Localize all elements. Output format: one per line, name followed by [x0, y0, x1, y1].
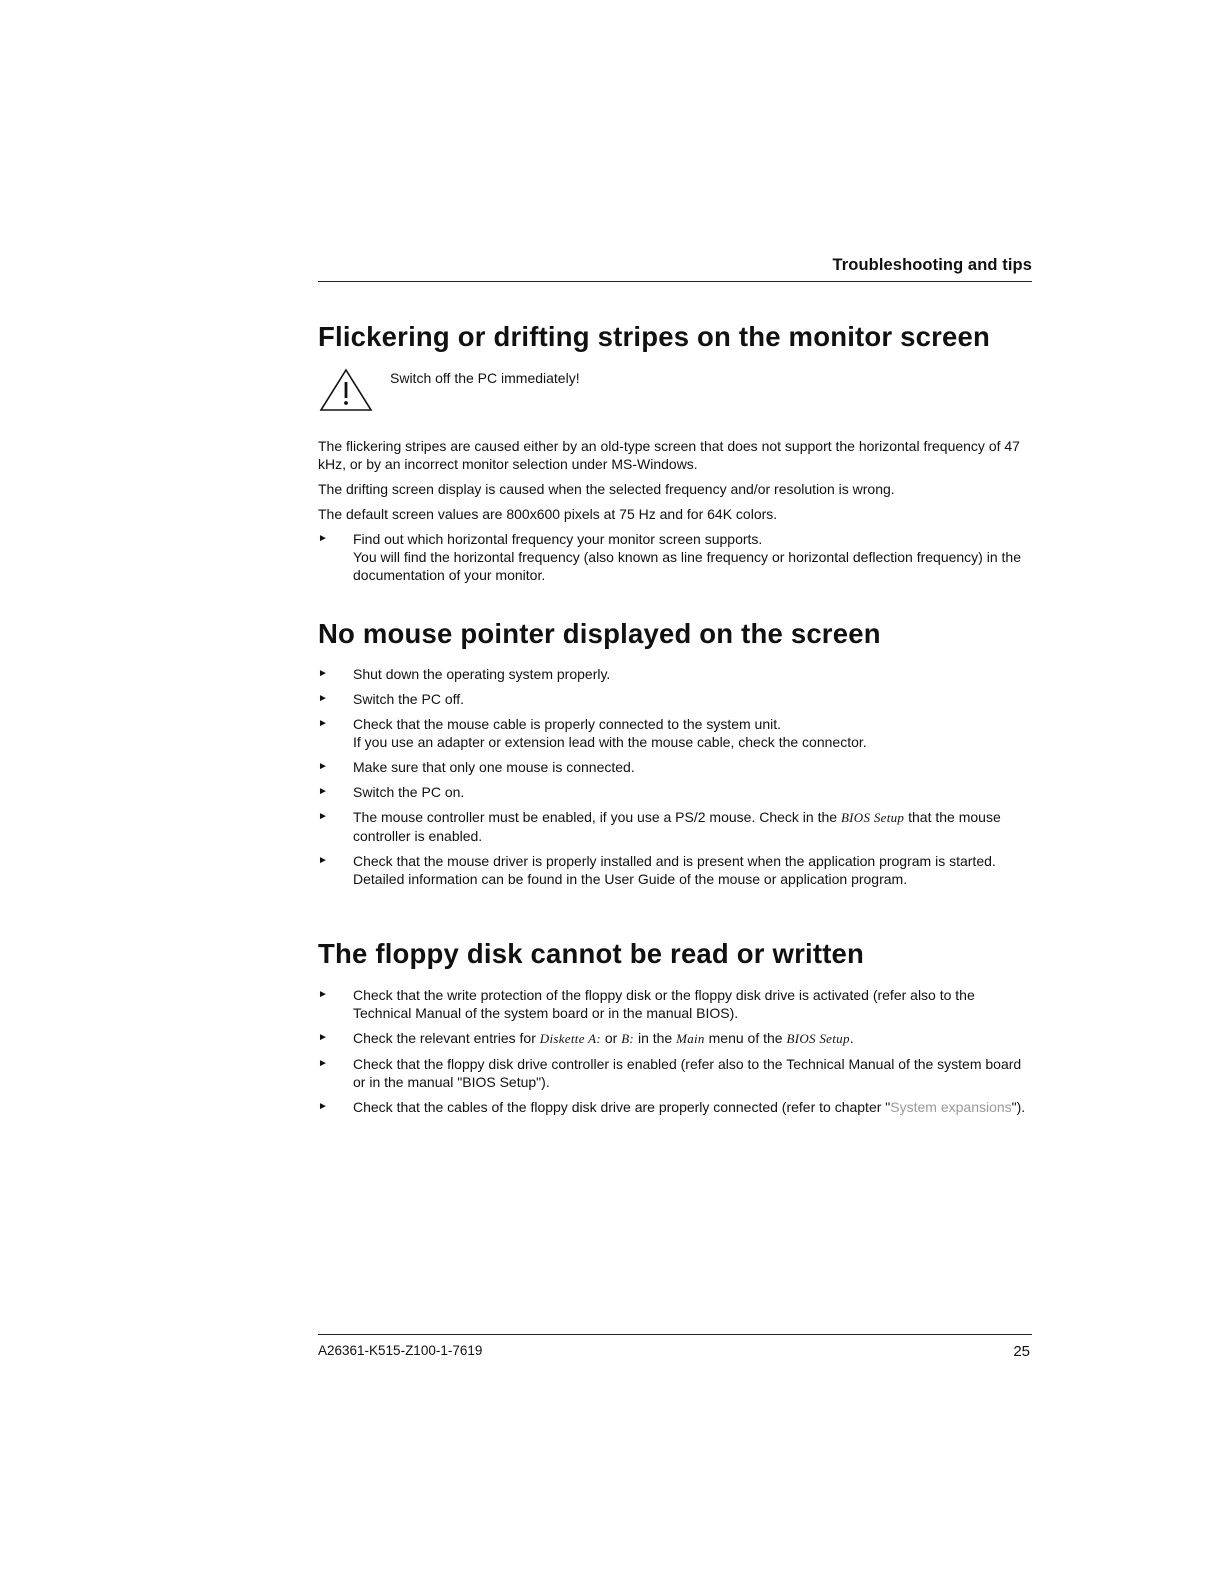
menu-reference: Main — [676, 1031, 705, 1046]
bullet-arrow-icon: ► — [318, 668, 328, 679]
bullet-arrow-icon: ► — [318, 761, 328, 772]
bullet-arrow-icon: ► — [318, 1058, 328, 1069]
chapter-link[interactable]: System expansions — [890, 1099, 1012, 1115]
section-title-flickering: Flickering or drifting stripes on the monitor screen — [318, 321, 991, 352]
bullet-arrow-icon: ► — [318, 1101, 328, 1112]
list-item: ► The mouse controller must be enabled, if you use a PS/2 mouse. Check in the BIOS Setup that the mouse controller is enabled. — [318, 809, 1001, 844]
list-item: ► Check that the floppy disk drive controller is enabled (refer also to the Technical Manual of the system board or in the manual "BIOS Setup"). — [318, 1056, 1022, 1090]
running-header: Troubleshooting and tips — [318, 256, 1032, 282]
bullet-arrow-icon: ► — [318, 811, 328, 822]
list-item: ► Check that the mouse driver is properly installed and is present when the application program is started. Detailed information can be found in the User Guide of the mouse or application program. — [318, 853, 996, 887]
list-item: ► Check that the mouse cable is properly connected to the system unit. If you use an adapter or extension lead with the mouse cable, check the connector. — [318, 716, 867, 750]
manual-page — [318, 0, 1032, 1584]
list-item: ► Shut down the operating system properly. — [318, 666, 611, 682]
bullet-arrow-icon: ► — [318, 1032, 328, 1043]
list-item: ► Check that the write protection of the floppy disk or the floppy disk drive is activated (refer also to the Technical Manual of the system board or in the manual BIOS). — [318, 987, 975, 1021]
bullet-arrow-icon: ► — [318, 718, 328, 729]
page-number: 25 — [1013, 1343, 1030, 1360]
warning-note — [318, 368, 1032, 418]
bullet-arrow-icon: ► — [318, 693, 328, 704]
section1-body — [318, 437, 1032, 591]
bullet-arrow-icon: ► — [318, 989, 328, 1000]
menu-reference: B: — [621, 1031, 635, 1046]
bullet-arrow-icon: ► — [318, 855, 328, 866]
list-item: ► Find out which horizontal frequency your monitor screen supports. You will find the horizontal frequency (also known as line frequency or horizontal deflection frequency) in the documentation of your monitor. — [318, 531, 1021, 583]
paragraph: The default screen values are 800x600 pixels at 75 Hz and for 64K colors. — [318, 506, 778, 522]
paragraph: The flickering stripes are caused either by an old-type screen that does not support the horizontal frequency of 47 kHz, or by an incorrect monitor selection under MS-Windows. — [318, 438, 1020, 472]
menu-reference: Diskette A: — [539, 1031, 601, 1046]
menu-reference: BIOS Setup — [786, 1031, 850, 1046]
list-item: ► Switch the PC off. — [318, 691, 465, 707]
step-list — [318, 986, 1032, 1116]
list-item: ► Switch the PC on. — [318, 784, 465, 800]
step-list — [318, 665, 1032, 888]
warning-text: Switch off the PC immediately! — [390, 370, 580, 386]
section-title-mouse: No mouse pointer displayed on the screen — [318, 618, 881, 649]
list-item: ► Make sure that only one mouse is connected. — [318, 759, 635, 775]
bullet-arrow-icon: ► — [318, 533, 328, 544]
section2-body — [318, 665, 1032, 895]
page-footer — [318, 1334, 1032, 1360]
warning-triangle-icon — [319, 368, 373, 412]
step-list — [318, 530, 1032, 584]
bullet-arrow-icon: ► — [318, 786, 328, 797]
menu-reference: BIOS Setup — [840, 810, 905, 825]
list-item: ► Check that the cables of the floppy disk drive are properly connected (refer to chapter "System expansions"). — [318, 1099, 1026, 1115]
section-title-floppy: The floppy disk cannot be read or written — [318, 938, 865, 969]
list-item: ► Check the relevant entries for Diskette A: or B: in the Main menu of the BIOS Setup. — [318, 1030, 854, 1046]
section3-body — [318, 986, 1032, 1123]
paragraph: The drifting screen display is caused when the selected frequency and/or resolution is wrong. — [318, 481, 895, 497]
document-code: A26361-K515-Z100-1-7619 — [318, 1343, 483, 1358]
